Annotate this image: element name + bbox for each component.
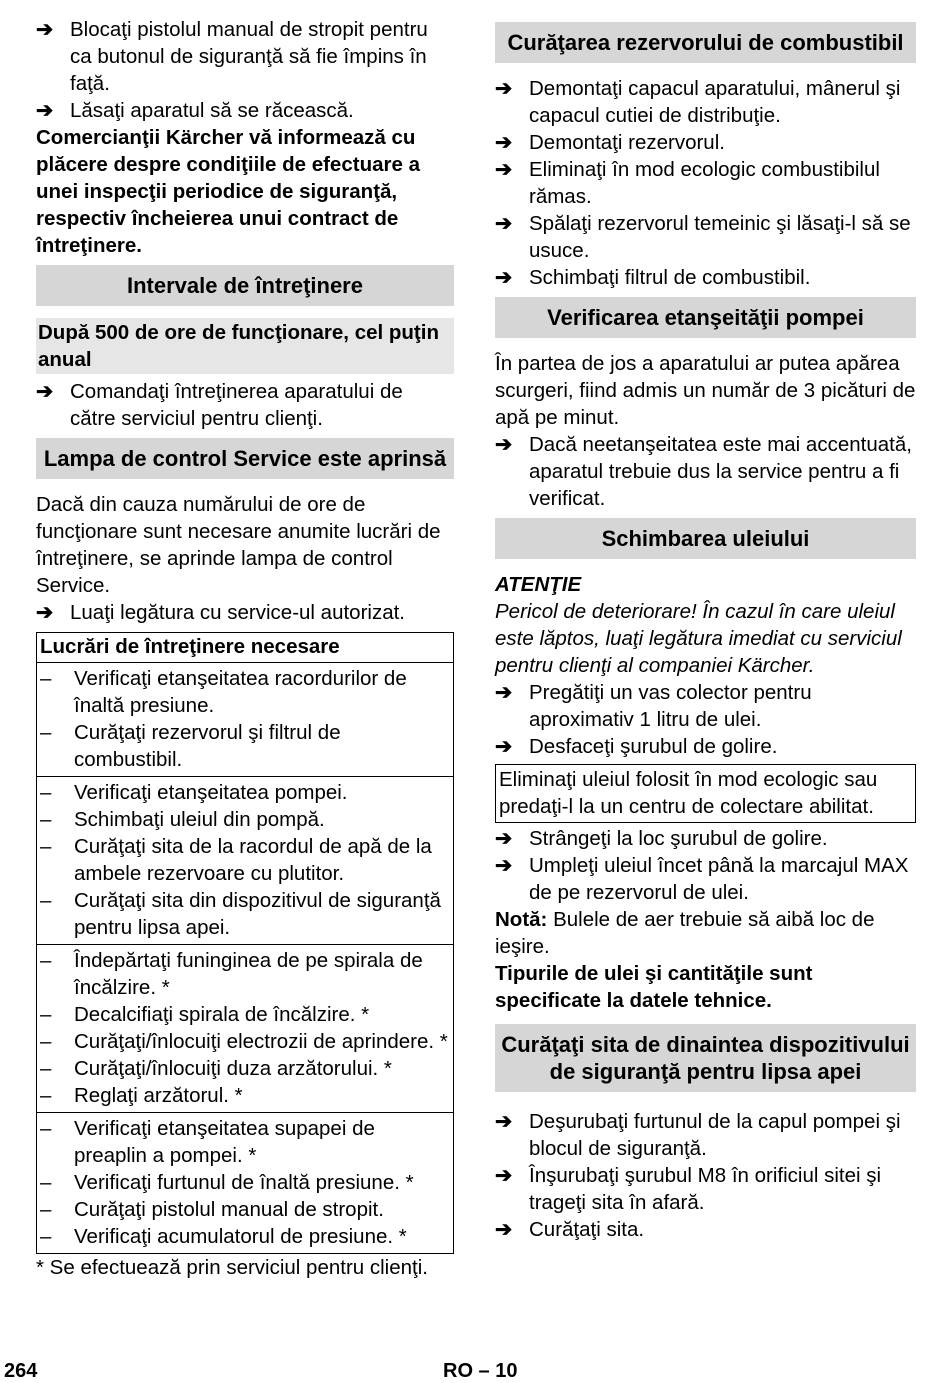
section-heading-service-lamp: Lampa de control Service este aprinsă <box>36 438 454 479</box>
list-item: – Curăţaţi sita din dispozitivul de siguranţă pentru lipsa apei. <box>40 889 441 939</box>
list-item: – Verificaţi acumulatorul de presiune. * <box>40 1225 407 1248</box>
page-number: 264 <box>4 1360 38 1382</box>
service-lamp-text: Dacă din cauza numărului de ore de funcţionare sunt necesare anumite lucrări de întreţinere, se aprinde lampa de control Service. <box>36 493 441 597</box>
list-item: – Verificaţi furtunul de înaltă presiune. * <box>40 1171 414 1194</box>
arrow-icon: ➔ <box>36 99 54 122</box>
dealer-note: Comercianţii Kärcher vă informează cu plăcere despre condiţiile de efectuare a unei inspecţii periodice de siguranţă, respectiv încheierea unui contract de întreţinere. <box>36 126 420 257</box>
note-label: Notă: <box>495 908 548 931</box>
arrow-icon: ➔ <box>495 77 513 100</box>
table-footnote: * Se efectuează prin serviciul pentru clienţi. <box>36 1256 428 1279</box>
list-item: – Schimbaţi uleiul din pompă. <box>40 808 325 831</box>
list-item: ➔ Spălaţi rezervorul temeinic şi lăsaţi-l să se usuce. <box>495 212 911 262</box>
list-item: ➔ Demontaţi rezervorul. <box>495 131 725 154</box>
arrow-icon: ➔ <box>495 1218 513 1241</box>
arrow-icon: ➔ <box>36 380 54 403</box>
list-item: ➔ Comandaţi întreţinerea aparatului de către serviciul pentru clienţi. <box>36 380 403 430</box>
arrow-icon: ➔ <box>495 433 513 456</box>
arrow-icon: ➔ <box>495 131 513 154</box>
table-row <box>37 777 454 945</box>
list-item: ➔ Lăsaţi aparatul să se răcească. <box>36 99 354 122</box>
list-item: – Curăţaţi pistolul manual de stropit. <box>40 1198 384 1221</box>
list-item: ➔ Umpleţi uleiul încet până la marcajul MAX de pe rezervorul de ulei. <box>495 854 909 904</box>
section-heading-maintenance-intervals: Intervale de întreţinere <box>36 265 454 306</box>
arrow-icon: ➔ <box>495 1164 513 1187</box>
list-item: – Îndepărtaţi funinginea de pe spirala de încălzire. * <box>40 949 423 999</box>
section-heading-oil-change: Schimbarea uleiului <box>495 518 916 559</box>
arrow-icon: ➔ <box>495 681 513 704</box>
note-paragraph: Notă: Bulele de aer trebuie să aibă loc de ieşire. <box>495 908 875 958</box>
list-item: – Curăţaţi/înlocuiţi electrozii de aprindere. * <box>40 1030 448 1053</box>
arrow-icon: ➔ <box>495 266 513 289</box>
section-page-label: RO – 10 <box>443 1360 518 1382</box>
table-row <box>37 663 454 777</box>
maintenance-tasks-table <box>36 632 454 1254</box>
list-item: ➔ Curăţaţi sita. <box>495 1218 645 1241</box>
list-item: – Verificaţi etanşeitatea pompei. <box>40 781 348 804</box>
list-item: ➔ Înşurubaţi şurubul M8 în orificiul sitei şi trageţi sita în afară. <box>495 1164 882 1214</box>
list-item: ➔ Demontaţi capacul aparatului, mânerul şi capacul cutiei de distribuţie. <box>495 77 901 127</box>
list-item: ➔ Pregătiţi un vas colector pentru aproximativ 1 litru de ulei. <box>495 681 812 731</box>
arrow-icon: ➔ <box>495 212 513 235</box>
pump-text: În partea de jos a aparatului ar putea apărea scurgeri, fiind admis un număr de 3 picături de apă pe minut. <box>495 352 916 429</box>
right-column <box>495 16 916 1243</box>
arrow-icon: ➔ <box>495 1110 513 1133</box>
list-item: ➔ Schimbaţi filtrul de combustibil. <box>495 266 811 289</box>
list-item: ➔ Eliminaţi în mod ecologic combustibilul rămas. <box>495 158 880 208</box>
list-item: ➔ Luaţi legătura cu service-ul autorizat. <box>36 601 406 624</box>
list-item: ➔ Desfaceţi şurubul de golire. <box>495 735 778 758</box>
section-heading-fuel-tank: Curăţarea rezervorului de combustibil <box>495 22 916 63</box>
table-row <box>37 945 454 1113</box>
list-item: ➔ Dacă neetanşeitatea este mai accentuată, aparatul trebuie dus la service pentru a fi verificat. <box>495 433 912 510</box>
arrow-icon: ➔ <box>495 158 513 181</box>
section-heading-sieve: Curăţaţi sita de dinaintea dispozitivului de siguranţă pentru lipsa apei <box>495 1024 916 1092</box>
arrow-icon: ➔ <box>495 827 513 850</box>
arrow-icon: ➔ <box>495 735 513 758</box>
list-item: ➔ Strângeţi la loc şurubul de golire. <box>495 827 828 850</box>
oil-disposal-note: Eliminaţi uleiul folosit în mod ecologic sau predaţi-l la un centru de colectare abilitat. <box>495 764 916 823</box>
table-header: Lucrări de întreţinere necesare <box>37 633 454 663</box>
list-item: ➔ Deşurubaţi furtunul de la capul pompei şi blocul de siguranţă. <box>495 1110 901 1160</box>
attention-label: ATENŢIE <box>495 573 582 596</box>
list-item: – Curăţaţi sita de la racordul de apă de la ambele rezervoare cu plutitor. <box>40 835 432 885</box>
section-heading-pump-seal: Verificarea etanşeităţii pompei <box>495 297 916 338</box>
list-item: – Reglaţi arzătorul. * <box>40 1084 243 1107</box>
list-item: – Verificaţi etanşeitatea racordurilor de înaltă presiune. <box>40 667 407 717</box>
arrow-icon: ➔ <box>36 601 54 624</box>
subheading-500-hours: După 500 de ore de funcţionare, cel puţin anual <box>36 318 454 374</box>
list-item: – Curăţaţi/înlocuiţi duza arzătorului. * <box>40 1057 392 1080</box>
list-item: ➔ Blocaţi pistolul manual de stropit pentru ca butonul de siguranţă să fie împins în faţă. <box>36 18 428 95</box>
list-item: – Verificaţi etanşeitatea supapei de preaplin a pompei. * <box>40 1117 375 1167</box>
oil-types-note: Tipurile de ulei şi cantităţile sunt specificate la datele tehnice. <box>495 962 813 1012</box>
attention-text: Pericol de deteriorare! În cazul în care uleiul este lăptos, luaţi legătura imediat cu serviciul pentru clienţi al companiei Kärcher. <box>495 600 902 677</box>
arrow-icon: ➔ <box>36 18 54 41</box>
left-column <box>36 16 454 1281</box>
list-item: – Decalcifiaţi spirala de încălzire. * <box>40 1003 370 1026</box>
table-row <box>37 1113 454 1254</box>
arrow-icon: ➔ <box>495 854 513 877</box>
list-item: – Curăţaţi rezervorul şi filtrul de combustibil. <box>40 721 341 771</box>
